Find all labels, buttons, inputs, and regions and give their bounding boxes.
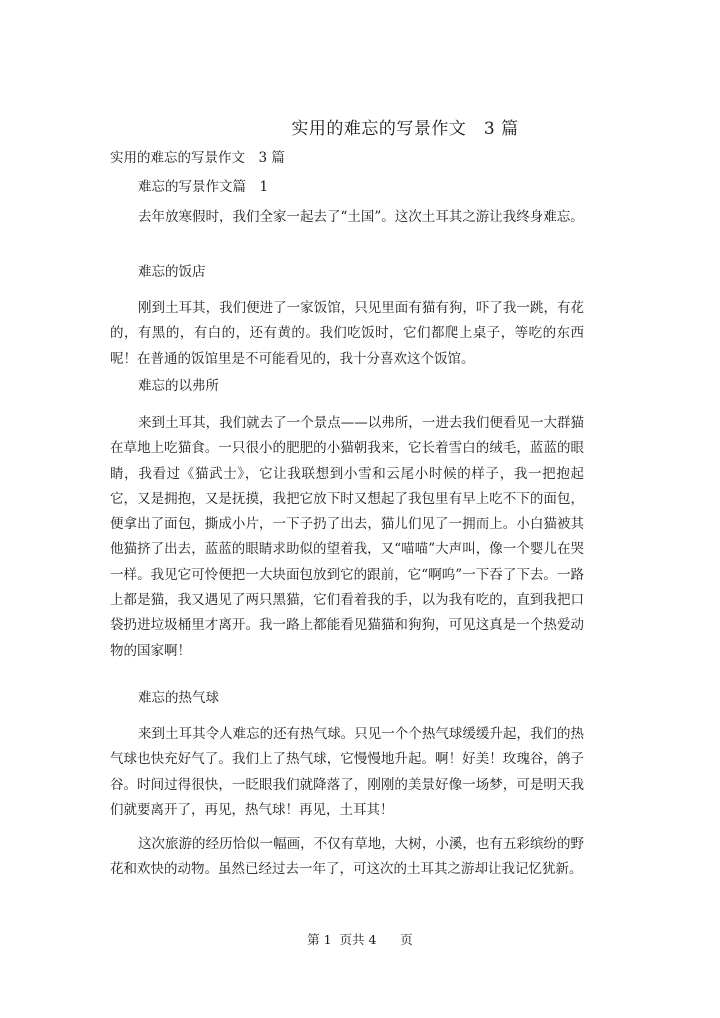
section-heading: 难忘的写景作文篇 1 [138,179,269,195]
page-footer [0,930,720,948]
ephesus-paragraph: 来到土耳其，我们就去了一个景点——以弗所，一进去我们便看见一大群猫在草地上吃猫食。一只很小的肥肥的小猫朝我来，它长着雪白的绒毛，蓝蓝的眼睛，我看过《猫武士》，它让我联想到小雪和云尾小时候的样子，我一把抱起它，又是拥抱，又是抚摸，我把它放下时又想起了我包里有早上吃不下的面包，便拿出了面包，撕成小片，一下子扔了出去，猫儿们见了一拥而上。小白猫被其他猫挤了出去，蓝蓝的眼睛求助似的望着我，又“喵喵”大声叫，像一个婴儿在哭一样。我见它可怜便把一大块面包放到它的跟前，它“啊呜”一下吞了下去。一路上都是猫，我又遇见了两只黑猫，它们看着我的手，以为我有吃的，直到我把口袋扔进垃圾桶里才离开。我一路上都能看见猫猫和狗狗，可见这真是一个热爱动物的国家啊！ [110,415,584,659]
heading-balloon: 难忘的热气球 [138,690,219,706]
intro-paragraph: 去年放寒假时，我们全家一起去了“土国”。这次土耳其之游让我终身难忘。 [138,209,584,225]
balloon-paragraph: 来到土耳其令人难忘的还有热气球。只见一个个热气球缓缓升起，我们的热气球也快充好气了。我们上了热气球，它慢慢地升起。啊！好美！玫瑰谷，鸽子谷。时间过得很快，一眨眼我们就降落了，刚刚的美景好像一场梦，可是明天我们就要离开了，再见，热气球！再见，土耳其！ [110,726,584,818]
conclusion-paragraph: 这次旅游的经历恰似一幅画，不仅有草地，大树，小溪，也有五彩缤纷的野花和欢快的动物。虽然已经过去一年了，可这次的土耳其之游却让我记忆犹新。 [110,836,584,878]
document-title: 实用的难忘的写景作文 3 篇 [291,119,519,139]
heading-ephesus: 难忘的以弗所 [138,378,219,394]
document-subtitle: 实用的难忘的写景作文 3 篇 [110,150,285,166]
restaurant-paragraph: 刚到土耳其，我们便进了一家饭馆，只见里面有猫有狗，吓了我一跳，有花的，有黑的，有白的，还有黄的。我们吃饭时，它们都爬上桌子，等吃的东西呢！在普通的饭馆里是不可能看见的，我十分喜欢这个饭馆。 [110,300,584,367]
heading-restaurant: 难忘的饭店 [138,264,206,280]
page-number: 第 1 页共 4 页 [307,932,413,947]
